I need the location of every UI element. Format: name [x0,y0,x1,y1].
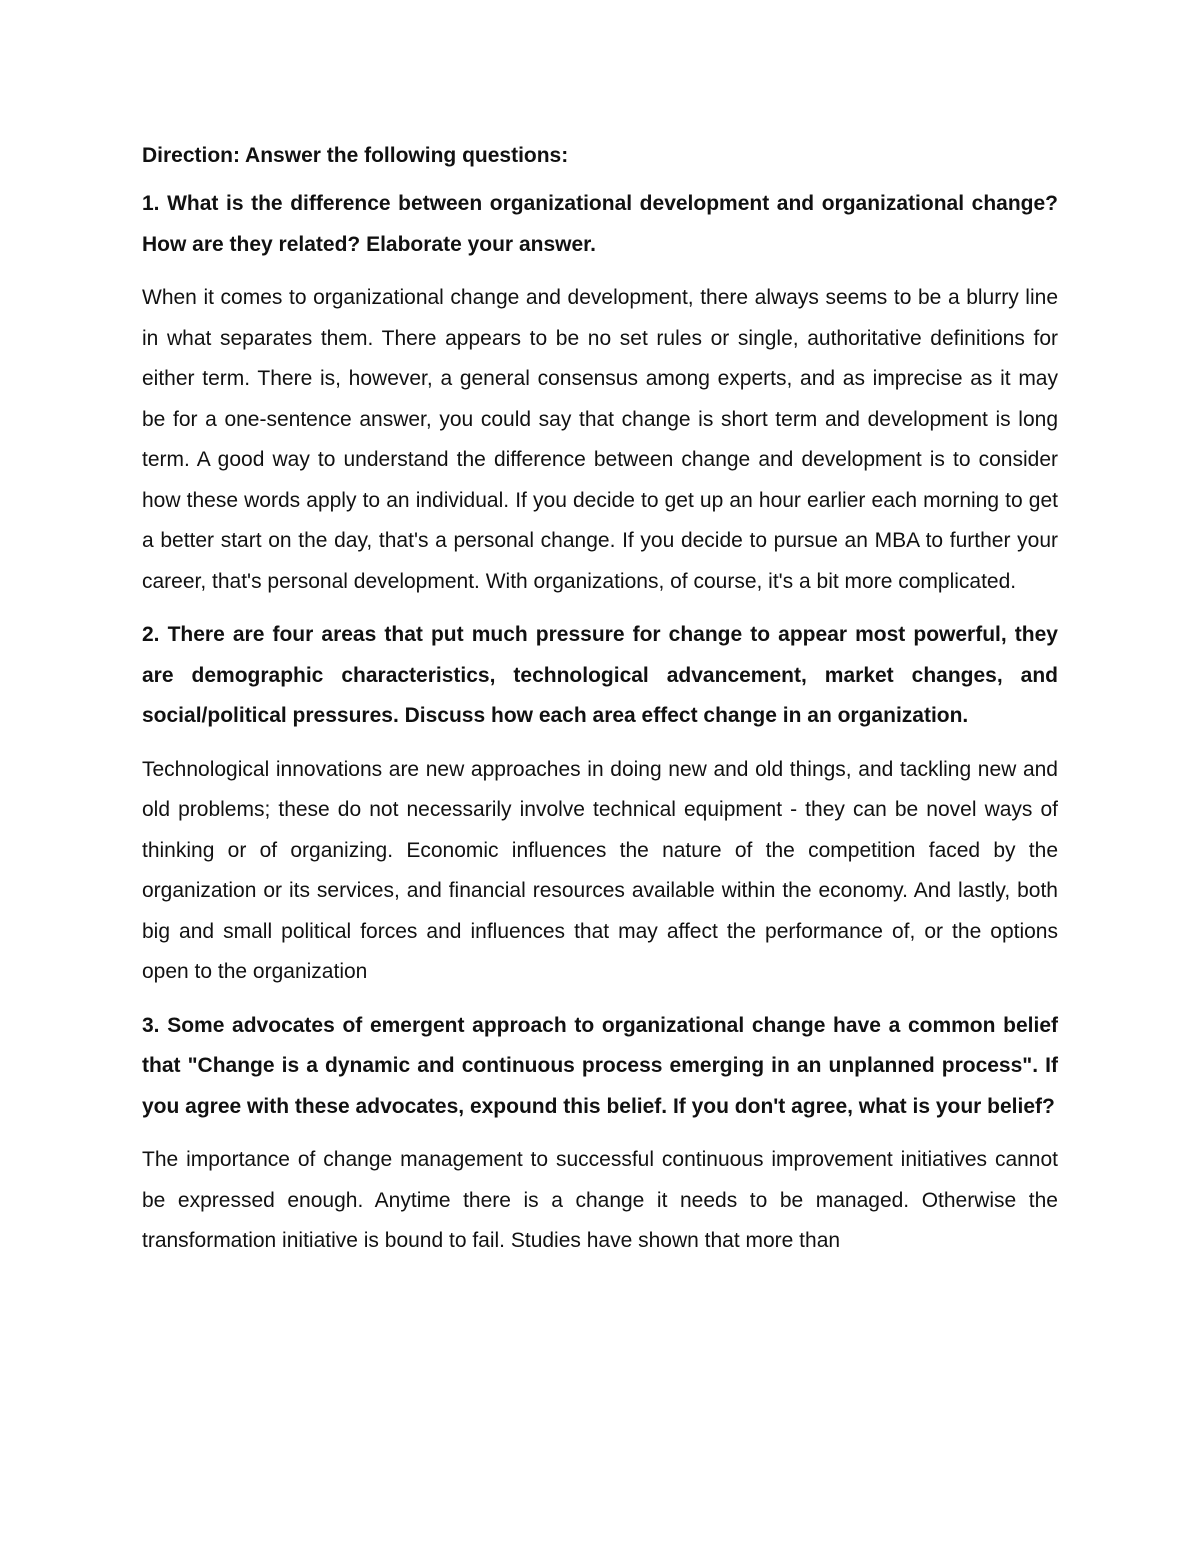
direction-heading: Direction: Answer the following questions: [142,144,569,167]
question-2: 2. There are four areas that put much pressure for change to appear most powerful, they are demographic characteristics, technological advancement, market changes, and social/political pressures. Discuss how each area effect change in an organization. [142,623,1058,727]
answer-1: When it comes to organizational change and development, there always seems to be a blurry line in what separates them. There appears to be no set rules or single, authoritative definitions for either term. There is, however, a general consensus among experts, and as imprecise as it may be for a one-sentence answer, you could say that change is short term and development is long term. A good way to understand the difference between change and development is to consider how these words apply to an individual. If you decide to get up an hour earlier each morning to get a better start on the day, that's a personal change. If you decide to pursue an MBA to further your career, that's personal development. With organizations, of course, it's a bit more complicated. [142,286,1058,593]
document-page [142,136,1058,1262]
question-1: 1. What is the difference between organizational development and organizational change? How are they related? Elaborate your answer. [142,192,1058,256]
question-3: 3. Some advocates of emergent approach to organizational change have a common belief that "Change is a dynamic and continuous process emerging in an unplanned process". If you agree with these advocates, expound this belief. If you don't agree, what is your belief? [142,1013,1058,1118]
answer-2: Technological innovations are new approaches in doing new and old things, and tackling new and old problems; these do not necessarily involve technical equipment - they can be novel ways of thinking or of organizing. Economic influences the nature of the competition faced by the organization or its services, and financial resources available within the economy. And lastly, both big and small political forces and influences that may affect the performance of, or the options open to the organization [142,757,1058,983]
answer-3: The importance of change management to successful continuous improvement initiatives cannot be expressed enough. Anytime there is a change it needs to be managed. Otherwise the transformation initiative is bound to fail. Studies have shown that more than [142,1148,1058,1252]
